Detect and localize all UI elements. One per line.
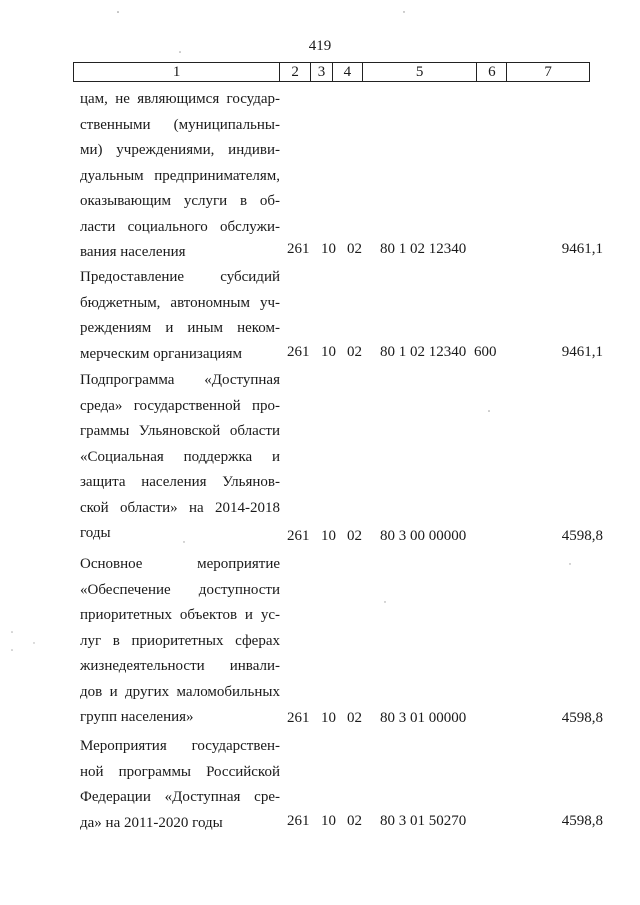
podrazdel-code: 02 xyxy=(347,528,362,544)
description-line: граммы Ульяновской области xyxy=(80,423,280,439)
description-line: дуальным предпринимателям, xyxy=(80,167,280,184)
description-line: да» на 2011-2020 годы xyxy=(80,814,223,831)
vedomstvo-code: 261 xyxy=(287,241,310,257)
razdel-code: 10 xyxy=(321,528,336,544)
target-article-code: 80 3 00 00000 xyxy=(380,528,467,544)
podrazdel-code: 02 xyxy=(347,710,362,726)
scan-speck xyxy=(403,11,404,12)
razdel-code: 10 xyxy=(321,813,336,829)
header-col-2: 2 xyxy=(280,63,311,81)
description-line: «Обеспечение доступности xyxy=(80,581,280,598)
description-line: годы xyxy=(80,525,111,541)
description-line: Предоставление субсидий xyxy=(80,269,280,285)
scan-speck xyxy=(33,642,34,643)
razdel-code: 10 xyxy=(321,710,336,726)
description-line: мерческим организациям xyxy=(80,345,242,362)
description-line: Подпрограмма «Доступная xyxy=(80,372,280,388)
target-article-code: 80 3 01 00000 xyxy=(380,710,467,726)
vedomstvo-code: 261 xyxy=(287,813,310,829)
description-line: жизнедеятельности инвали- xyxy=(80,658,280,674)
podrazdel-code: 02 xyxy=(347,241,362,257)
amount: 4598,8 xyxy=(561,710,603,726)
scan-speck xyxy=(11,631,13,633)
description-line: защита населения Ульянов- xyxy=(80,474,280,490)
description-line: Мероприятия государствен- xyxy=(80,738,280,754)
description-line: Федерации «Доступная сре- xyxy=(80,789,280,805)
vedomstvo-code: 261 xyxy=(287,528,310,544)
header-col-4: 4 xyxy=(333,63,363,81)
description-line: цам, не являющимся государ- xyxy=(80,91,280,107)
scan-speck xyxy=(384,601,385,602)
header-col-6: 6 xyxy=(477,63,507,81)
description-line: вания населения xyxy=(80,244,186,260)
target-article-code: 80 1 02 12340 xyxy=(380,344,467,360)
scan-speck xyxy=(179,51,181,53)
razdel-code: 10 xyxy=(321,241,336,257)
description-line: Основное мероприятие xyxy=(80,556,280,572)
description-line: «Социальная поддержка и xyxy=(80,448,280,465)
description-line: бюджетным, автономным уч- xyxy=(80,294,280,311)
description-line: ласти социального обслужи- xyxy=(80,218,280,235)
description-line: приоритетных объектов и ус- xyxy=(80,607,280,623)
scan-speck xyxy=(488,410,490,412)
header-col-3: 3 xyxy=(311,63,333,81)
target-article-code: 80 1 02 12340 xyxy=(380,241,467,257)
description-line: реждениям и иным неком- xyxy=(80,320,280,336)
header-col-5: 5 xyxy=(363,63,478,81)
header-col-1: 1 xyxy=(74,63,280,81)
amount: 9461,1 xyxy=(561,344,603,360)
description-line: луг в приоритетных сферах xyxy=(80,632,280,649)
podrazdel-code: 02 xyxy=(347,344,362,360)
scan-speck xyxy=(117,11,119,13)
amount: 4598,8 xyxy=(561,528,603,544)
header-col-7: 7 xyxy=(544,64,552,80)
vedomstvo-code: 261 xyxy=(287,344,310,360)
amount: 4598,8 xyxy=(561,813,603,829)
expense-type-code: 600 xyxy=(474,344,497,360)
razdel-code: 10 xyxy=(321,344,336,360)
scan-speck xyxy=(11,649,13,651)
podrazdel-code: 02 xyxy=(347,813,362,829)
amount: 9461,1 xyxy=(561,241,603,257)
target-article-code: 80 3 01 50270 xyxy=(380,813,467,829)
vedomstvo-code: 261 xyxy=(287,710,310,726)
description-line: групп населения» xyxy=(80,709,194,725)
description-line: ной программы Российской xyxy=(80,763,280,780)
description-line: оказывающим услуги в об- xyxy=(80,193,280,209)
page-number: 419 xyxy=(308,38,332,54)
scan-speck xyxy=(183,541,184,542)
description-line: ственными (муниципальны- xyxy=(80,116,280,133)
description-line: среда» государственной про- xyxy=(80,397,280,414)
description-line: ми) учреждениями, индиви- xyxy=(80,142,280,158)
description-line: ской области» на 2014-2018 xyxy=(80,499,280,516)
description-line: дов и других маломобильных xyxy=(80,683,280,700)
scan-speck xyxy=(569,563,570,564)
